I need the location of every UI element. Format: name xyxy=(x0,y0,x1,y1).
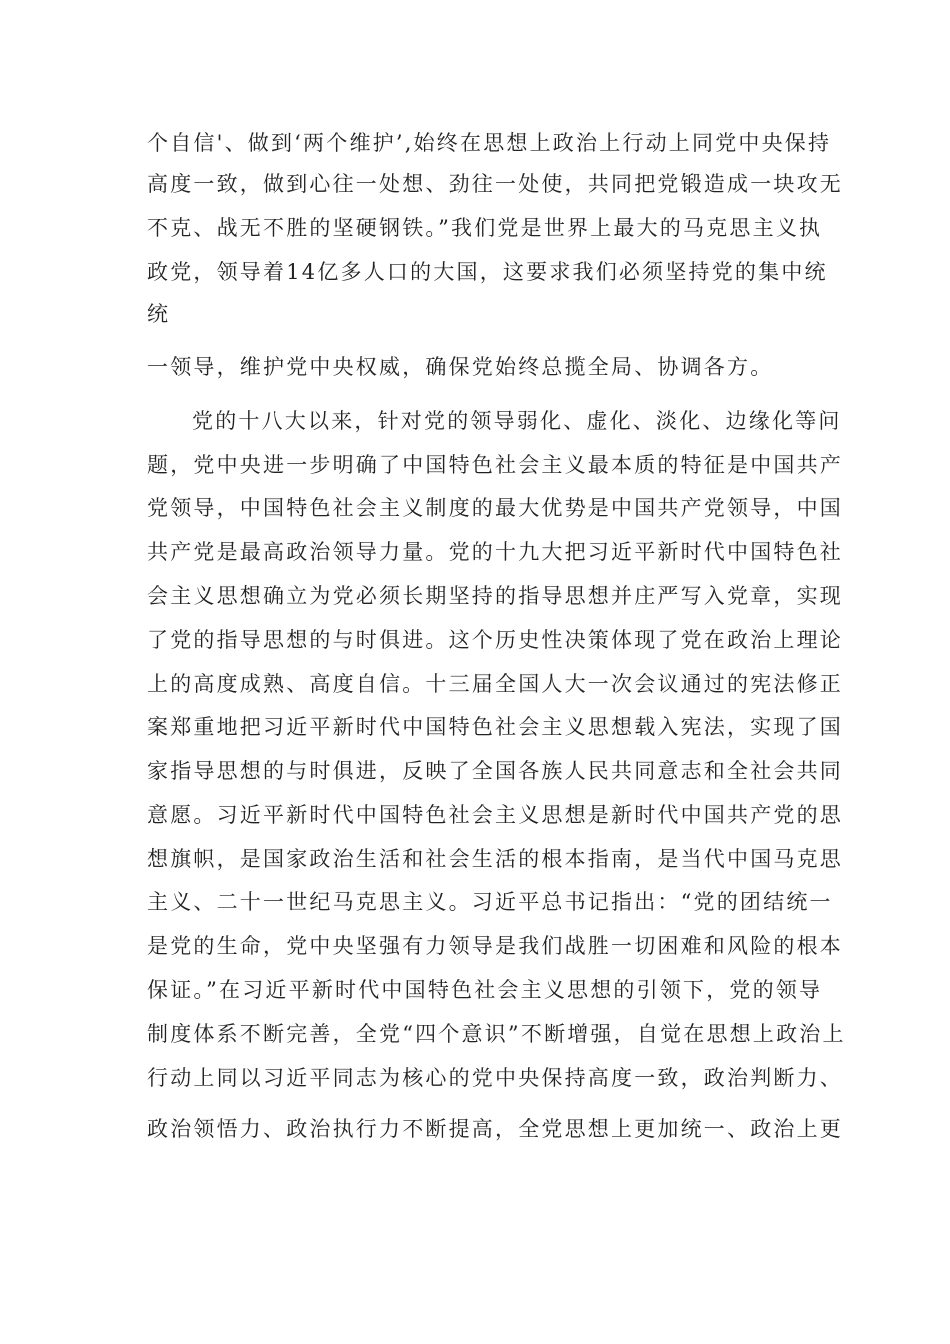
text-line: 制度体系不断完善，全党“四个意识”不断增强，自觉在思想上政治上 xyxy=(147,1022,846,1046)
text-line: 会主义思想确立为党必须长期坚持的指导思想并庄严写入党章，实现 xyxy=(147,584,843,608)
text-line: 意愿。习近平新时代中国特色社会主义思想是新时代中国共产党的思 xyxy=(147,803,843,827)
text-line: 高度一致，做到心往一处想、劲往一处使，共同把党锻造成一块攻无 xyxy=(147,172,843,196)
paragraph-first-line: 党的十八大以来，针对党的领导弱化、虚化、淡化、边缘化等问 xyxy=(192,409,842,433)
text-line: 主义、二十一世纪马克思主义。习近平总书记指出：“党的团结统一 xyxy=(147,890,833,914)
text-line: 一领导，维护党中央权威，确保党始终总揽全局、协调各方。 xyxy=(147,355,774,379)
text-line: 不克、战无不胜的坚硬钢铁。”我们党是世界上最大的马克思主义执 xyxy=(147,216,823,240)
text-line: 题，党中央进一步明确了中国特色社会主义最本质的特征是中国共产 xyxy=(147,453,843,477)
text-line: 了党的指导思想的与时俱进。这个历史性决策体现了党在政治上理论 xyxy=(147,628,843,652)
text-line: 家指导思想的与时俱进，反映了全国各族人民共同意志和全社会共同 xyxy=(147,759,843,783)
text-line: 是党的生命，党中央坚强有力领导是我们战胜一切困难和风险的根本 xyxy=(147,934,843,958)
text-line: 个自信'、做到‘两个维护’,始终在思想上政治上行动上同党中央保持 xyxy=(147,131,832,155)
text-line: 案郑重地把习近平新时代中国特色社会主义思想载入宪法，实现了国 xyxy=(147,715,843,739)
text-line: 统 xyxy=(147,302,171,326)
text-line: 行动上同以习近平同志为核心的党中央保持高度一致，政治判断力、 xyxy=(147,1066,843,1090)
text-line: 上的高度成熟、高度自信。十三届全国人大一次会议通过的宪法修正 xyxy=(147,672,843,696)
text-line: 政治领悟力、政治执行力不断提高，全党思想上更加统一、政治上更 xyxy=(147,1117,843,1141)
text-line: 共产党是最高政治领导力量。党的十九大把习近平新时代中国特色社 xyxy=(147,540,843,564)
text-line: 党领导，中国特色社会主义制度的最大优势是中国共产党领导，中国 xyxy=(147,496,843,520)
text-line: 政党，领导着14亿多人口的大国，这要求我们必须坚持党的集中统 xyxy=(147,260,828,284)
text-line: 想旗帜，是国家政治生活和社会生活的根本指南，是当代中国马克思 xyxy=(147,847,843,871)
text-line: 保证。”在习近平新时代中国特色社会主义思想的引领下，党的领导 xyxy=(147,978,823,1002)
